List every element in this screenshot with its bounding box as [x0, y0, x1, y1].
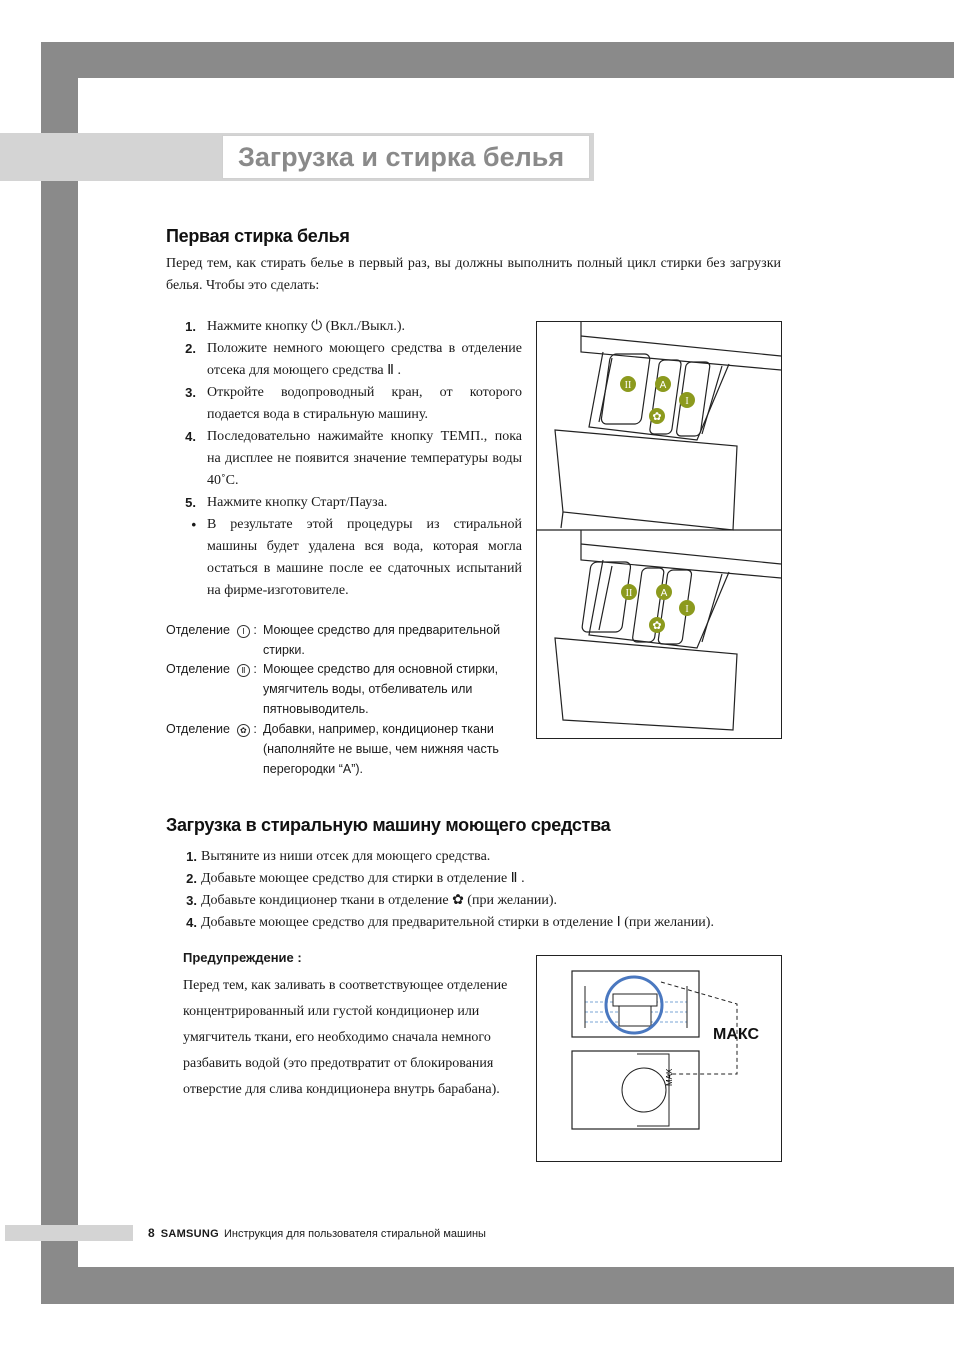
list-item: 3. Откройте водопроводный кран, от которого подается вода в стиральную машину. [185, 385, 522, 422]
list-item: 2. Положите немного моющего средства в отделение отсека для моющего средства Ⅱ . [185, 341, 522, 378]
drawer-illustration [537, 322, 781, 738]
max-level-illustration [537, 956, 781, 1161]
list-item: 5. Нажмите кнопку Старт/Пауза. [185, 495, 388, 510]
drawer-panel-bottom [555, 530, 781, 730]
list-item: 4. Последовательно нажимайте кнопку ТЕМП., пока на дисплее не появится значение температуры воды 40˚C. [185, 429, 522, 488]
label-i-top: I [685, 396, 689, 407]
drawer-figure [536, 321, 782, 739]
label-ii-top: II [624, 380, 632, 391]
flower-icon: ✿ [652, 620, 662, 632]
frame-bottom [41, 1267, 954, 1304]
max-label: МАКС [713, 1026, 759, 1043]
footer [148, 1226, 486, 1240]
brand-logo: SAMSUNG [160, 1228, 220, 1240]
page-title: Загрузка и стирка белья [238, 142, 565, 172]
footer-bar [5, 1225, 133, 1241]
section1-heading: Первая стирка белья [166, 226, 350, 246]
label-a-top: A [659, 380, 667, 391]
warning-text: Перед тем, как заливать в соответствующее отделение концентрированный или густой кондиционер или умягчитель ткани, его необходимо сначала немного разбавить водой (это предотвратит от блокирования отверстие для слива кондиционера внутрь барабана). [183, 978, 508, 1097]
drawer-panel-top [555, 322, 781, 530]
max-level-figure [536, 955, 782, 1162]
max-mark: MAX [665, 1068, 674, 1086]
frame-left [41, 42, 78, 1304]
flower-icon: ✿ [237, 724, 250, 737]
compartment-one-icon: Ⅰ [237, 625, 250, 638]
flower-icon: ✿ [652, 411, 662, 423]
section1-intro: Перед тем, как стирать белье в первый раз, вы должны выполнить полный цикл стирки без загрузки белья. Чтобы это сделать: [166, 256, 781, 293]
frame-top [41, 42, 954, 78]
title-box [222, 135, 590, 179]
label-a-bottom: A [660, 588, 668, 599]
page-number: 8 [148, 1226, 155, 1240]
list-item: 2. Добавьте моющее средство для стирки в отделение Ⅱ . [186, 871, 525, 886]
section1-steps [166, 316, 522, 602]
list-item: • В результате этой процедуры из стиральной машины будет удалена вся вода, которая могла остаться в машине после ее сдаточных испытаний на фирме-изготовителе. [191, 517, 522, 598]
warning-title: Предупреждение : [183, 950, 302, 965]
footer-text: Инструкция для пользователя стиральной машины [224, 1228, 486, 1240]
list-item: 3. Добавьте кондиционер ткани в отделение ✿ (при желании). [186, 893, 557, 908]
label-ii-bottom: II [625, 588, 633, 599]
list-item: 1. Вытяните из ниши отсек для моющего средства. [186, 849, 491, 864]
list-item: 1. Нажмите кнопку ⏻ (Вкл./Выкл.). [185, 319, 406, 334]
label-i-bottom: I [685, 604, 689, 615]
section2-heading: Загрузка в стиральную машину моющего средства [166, 815, 611, 835]
section2-steps [166, 846, 806, 934]
list-item: 4. Добавьте моющее средство для предварительной стирки в отделение Ⅰ (при желании). [186, 915, 714, 930]
compartment-two-icon: Ⅱ [237, 664, 250, 677]
